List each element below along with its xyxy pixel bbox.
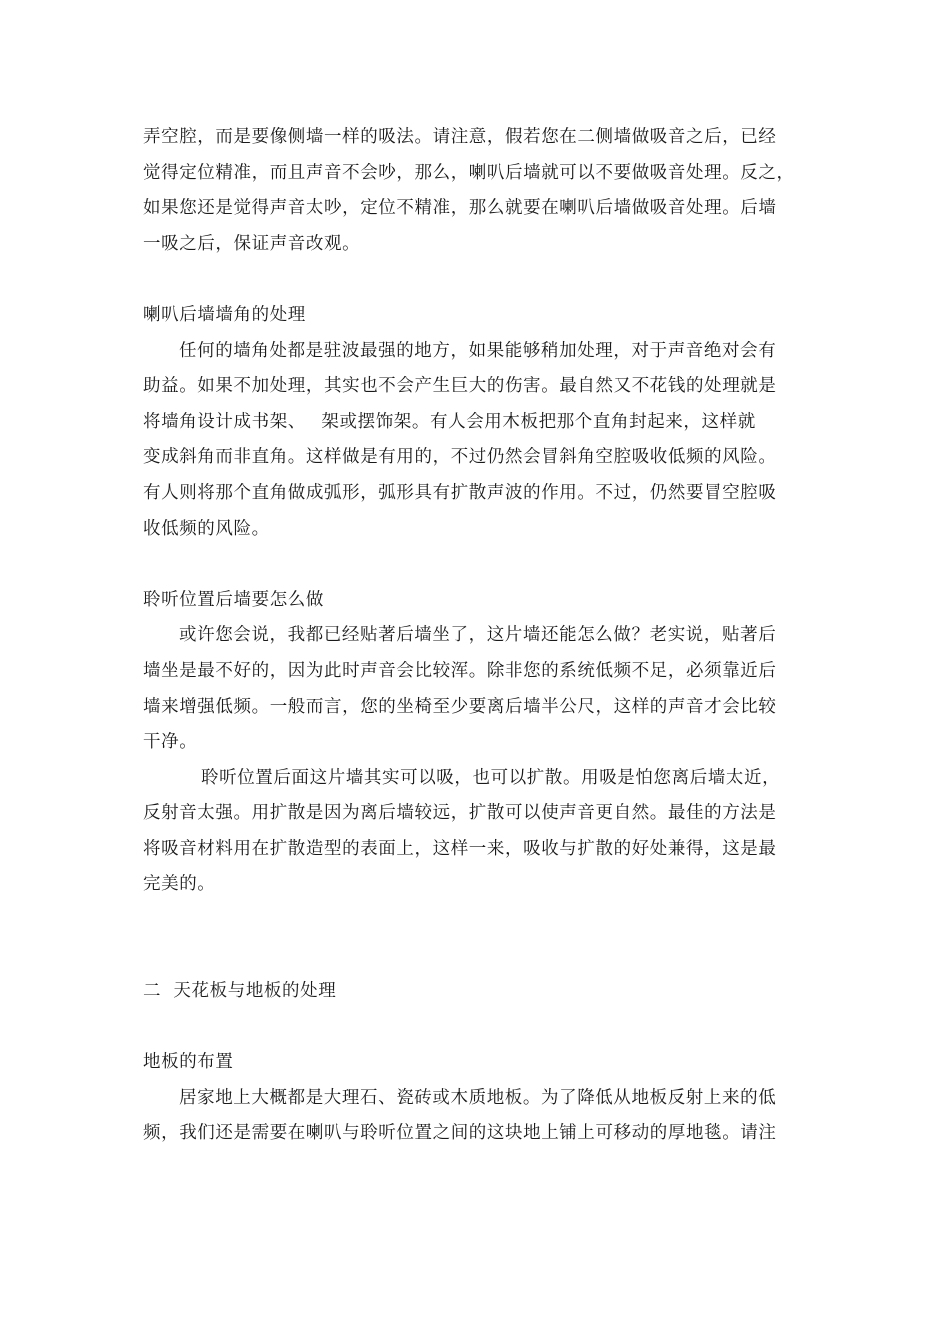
section-floor-layout (143, 1045, 813, 1152)
spacer (143, 903, 813, 974)
text-line: 居家地上大概都是大理石、瓷砖或木质地板。为了降低从地板反射上来的低 (179, 1087, 777, 1108)
text-line: 将吸音材料用在扩散造型的表面上，这样一来，吸收与扩散的好处兼得，这是最 (143, 838, 777, 859)
section-heading: 聆听位置后墙要怎么做 (143, 589, 324, 610)
section-heading: 喇叭后墙墙角的处理 (143, 304, 306, 325)
text-line: 反射音太强。用扩散是因为离后墙较远，扩散可以使声音更自然。最佳的方法是 (143, 803, 777, 824)
text-line: 收低频的风险。 (143, 518, 270, 539)
text-line: 完美的。 (143, 874, 216, 895)
section-corner-treatment (143, 298, 813, 547)
text-line: 弄空腔，而是要像侧墙一样的吸法。请注意，假若您在二侧墙做吸音之后，已经 (143, 127, 777, 147)
text-line: 如果您还是觉得声音太吵，定位不精准，那么就要在喇叭后墙做吸音处理。后墙 (143, 198, 777, 219)
spacer (143, 1010, 813, 1046)
text-line: 任何的墙角处都是驻波最强的地方，如果能够稍加处理，对于声音绝对会有 (179, 340, 777, 361)
text-line: 聆听位置后面这片墙其实可以吸，也可以扩散。用吸是怕您离后墙太近， (201, 767, 781, 788)
text-line: 助益。如果不加处理，其实也不会产生巨大的伤害。最自然又不花钱的处理就是 (143, 376, 777, 397)
text-line: 或许您会说，我都已经贴著后墙坐了，这片墙还能怎么做？老实说，贴著后 (179, 625, 777, 646)
spacer (143, 547, 813, 583)
text-line: 觉得定位精准，而且声音不会吵，那么，喇叭后墙就可以不要做吸音处理。反之， (143, 162, 795, 183)
chapter-heading: 二 天花板与地板的处理 (143, 981, 337, 1002)
text-line: 有人则将那个直角做成弧形，弧形具有扩散声波的作用。不过，仍然要冒空腔吸 (143, 482, 777, 503)
section-listening-position (143, 583, 813, 903)
text-line: 变成斜角而非直角。这样做是有用的，不过仍然会冒斜角空腔吸收低频的风险。 (143, 447, 777, 468)
text-line: 墙来增强低频。一般而言，您的坐椅至少要离后墙半公尺，这样的声音才会比较 (143, 696, 777, 717)
paragraph-rear-wall-absorption (143, 120, 813, 262)
document-page (143, 120, 813, 1152)
text-line: 将墙角设计成书架、 架或摆饰架。有人会用木板把那个直角封起来，这样就 (143, 411, 756, 432)
text-line: 一吸之后，保证声音改观。 (143, 233, 361, 254)
text-line: 墙坐是最不好的，因为此时声音会比较浑。除非您的系统低频不足，必须靠近后 (143, 660, 777, 681)
spacer (143, 262, 813, 298)
text-line: 干净。 (143, 732, 198, 753)
section-heading: 地板的布置 (143, 1052, 234, 1073)
text-line: 频，我们还是需要在喇叭与聆听位置之间的这块地上铺上可移动的厚地毯。请注 (143, 1123, 777, 1144)
